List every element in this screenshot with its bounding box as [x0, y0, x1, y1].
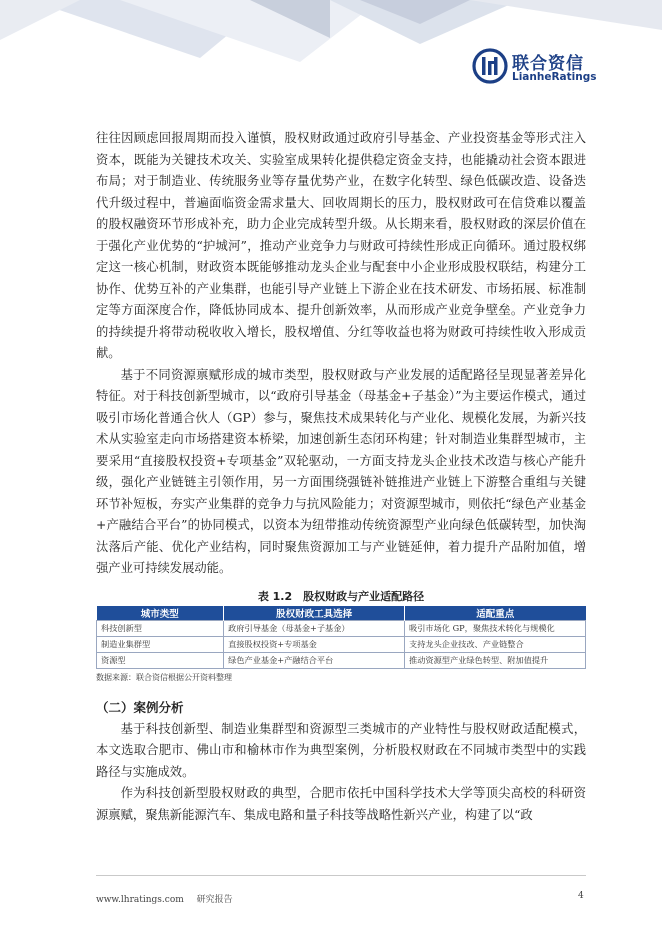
adaptation-table — [96, 606, 586, 669]
footer-divider — [96, 875, 586, 876]
page-number: 4 — [578, 891, 584, 901]
table-cell: 推动资源型产业绿色转型、附加值提升 — [405, 652, 586, 668]
table-cell: 政府引导基金（母基金+子基金） — [224, 620, 405, 636]
table-row — [97, 620, 586, 636]
table-cell: 科技创新型 — [97, 620, 224, 636]
table-header-cell: 股权财政工具选择 — [224, 606, 405, 621]
logo-chinese-name: 联合资信 — [512, 54, 584, 74]
body-paragraph-4: 作为科技创新型股权财政的典型，合肥市依托中国科学技术大学等顶尖高校的科研资源禀赋，聚焦新能源汽车、集成电路和量子科技等战略性新兴产业，构建了以“政 — [96, 786, 586, 822]
body-paragraph-3: 基于科技创新型、制造业集群型和资源型三类城市的产业特性与股权财政适配模式，本文选取合肥市、佛山市和榆林市作为典型案例，分析股权财政在不同城市类型中的实践路径与实施成效。 — [96, 721, 586, 779]
body-paragraph-1: 往往因顾虑回报周期而投入谨慎，股权财政通过政府引导基金、产业投资基金等形式注入资本，既能为关键技术攻关、实验室成果转化提供稳定资金支持，也能撬动社会资本跟进布局；对于制造业、传统服务业等存量优势产业，在数字化转型、绿色低碳改造、设备迭代升级过程中，普遍面临资金需求量大、回收周期长的压力，股权财政可在信贷难以覆盖的股权融资环节形成补充，助力企业完成转型升级。从长期来看，股权财政的深层价值在于强化产业优势的“护城河”，推动产业竞争力与财政可持续性形成正向循环。通过股权绑定这一核心机制，财政资本既能够推动龙头企业与配套中小企业形成股权联结，构建分工协作、优势互补的产业集群，也能引导产业链上下游企业在技术研发、市场拓展、标准制定等方面深度合作，降低协同成本、提升创新效率，从而形成产业竞争壁垒。产业竞争力的持续提升将带动税收收入增长，股权增值、分红等收益也将为财政可持续性收入形成贡献。 — [96, 131, 586, 360]
footer-url-link[interactable]: www.lhratings.com — [96, 895, 184, 905]
table-row — [97, 636, 586, 652]
footer-report-label: 研究报告 — [196, 895, 233, 905]
logo-english-name: LianheRatings — [512, 71, 597, 83]
table-header-cell: 适配重点 — [405, 606, 586, 621]
table-cell: 吸引市场化 GP，聚焦技术转化与规模化 — [405, 620, 586, 636]
table-source-note: 数据来源：联合资信根据公开资料整理 — [96, 672, 232, 682]
footer-info — [96, 892, 243, 905]
section-heading: （二）案例分析 — [96, 699, 184, 715]
table-cell: 资源型 — [97, 652, 224, 668]
document-body — [96, 128, 586, 826]
table-header-cell: 城市类型 — [97, 606, 224, 621]
lianhe-logo-icon — [472, 48, 508, 84]
body-paragraph-2: 基于不同资源禀赋形成的城市类型，股权财政与产业发展的适配路径呈现显著差异化特征。对于科技创新型城市，以“政府引导基金（母基金+子基金）”为主要运作模式，通过吸引市场化普通合伙人（GP）参与，聚焦技术成果转化与产业化、规模化发展，为新兴技术从实验室走向市场搭建资本桥梁，加速创新生态闭环构建；针对制造业集群型城市，主要采用“直接股权投资+专项基金”双轮驱动，一方面支持龙头企业技术改造与核心产能升级，强化产业链链主引领作用，另一方面围绕强链补链推进产业链上下游整合重组与关键环节补短板，夯实产业集群的竞争力与抗风险能力；对资源型城市，则依托“绿色产业基金+产融结合平台”的协同模式，以资本为纽带推动传统资源型产业向绿色低碳转型，加快淘汰落后产能、优化产业结构，同时聚焦资源加工与产业链延伸，着力提升产品附加值，增强产业可持续发展动能。 — [96, 367, 586, 575]
table-cell: 制造业集群型 — [97, 636, 224, 652]
company-logo — [472, 48, 622, 88]
table-cell: 支持龙头企业技改、产业链整合 — [405, 636, 586, 652]
table-row — [97, 652, 586, 668]
table-title: 表 1.2 股权财政与产业适配路径 — [257, 589, 425, 603]
table-header-row — [97, 606, 586, 621]
table-cell: 绿色产业基金+产融结合平台 — [224, 652, 405, 668]
table-cell: 直接股权投资+专项基金 — [224, 636, 405, 652]
